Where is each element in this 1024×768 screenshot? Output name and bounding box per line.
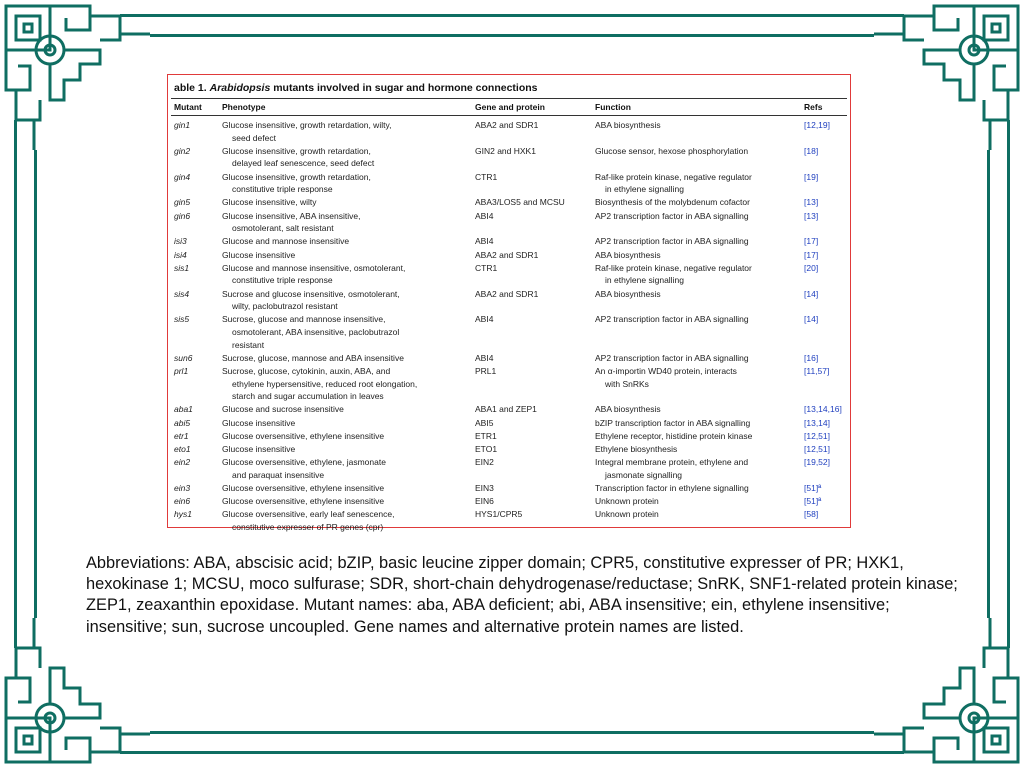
phenotype-line: Glucose insensitive, growth retardation, [222, 145, 371, 156]
function-line: Unknown protein [595, 496, 659, 507]
function-line: Integral membrane protein, ethylene and [595, 457, 749, 468]
gene-protein-cell: ABA2 and SDR1 [475, 120, 539, 130]
refs-cell: [51]ª [804, 483, 822, 493]
mutant-cell: aba1 [174, 404, 193, 415]
function-line: AP2 transcription factor in ABA signalling [595, 314, 749, 325]
phenotype-line: delayed leaf senescence, seed defect [232, 158, 375, 169]
phenotype-line: wilty, paclobutrazol resistant [232, 301, 338, 312]
function-cell [595, 495, 800, 508]
frame-top-inner-line [150, 34, 874, 37]
corner-ornament-top-right [874, 0, 1024, 150]
refs-cell: [17] [804, 236, 819, 247]
gene-protein-cell: ETO1 [475, 444, 498, 454]
phenotype-line: Glucose insensitive, growth retardation, wilty, [222, 120, 392, 130]
phenotype-cell [222, 313, 470, 351]
header-phenotype: Phenotype [222, 102, 266, 112]
phenotype-line: Glucose and mannose insensitive, osmotolerant, [222, 262, 406, 273]
phenotype-line: constitutive triple response [232, 275, 333, 286]
mutant-cell: gin4 [174, 171, 191, 182]
phenotype-line: Sucrose, glucose, mannose and ABA insensitive [222, 352, 404, 363]
frame-bottom-line [120, 751, 904, 754]
table-figure [167, 74, 851, 532]
header-function: Function [595, 102, 631, 112]
function-cell [595, 210, 800, 223]
header-refs: Refs [804, 102, 823, 112]
refs-cell: [20] [804, 262, 819, 273]
phenotype-cell [222, 145, 470, 170]
phenotype-cell [222, 495, 470, 508]
gene-protein-cell: ABA2 and SDR1 [475, 288, 539, 299]
table-caption: Abbreviations: ABA, abscisic acid; bZIP, basic leucine zipper domain; CPR5, constitutive expresser of PR; HXK1, hexokinase 1; MCSU, moco sulfurase; SDR, short-chain dehydrogenase/reductase; SnRK, SNF1-related protein kinase; ZEP1, zeaxanthin epoxidase. Mutant names: aba, ABA deficient; abi, ABA insensitive; ein, ethylene insensitive; insensitive; sun, sucrose uncoupled. Gene names and alternative protein names are listed. [86, 554, 958, 636]
gene-protein-cell: ABA1 and ZEP1 [475, 404, 537, 415]
function-line: in ethylene signalling [605, 275, 684, 286]
gene-protein-cell: ABI4 [475, 352, 494, 363]
refs-cell: [13,14,16] [804, 404, 842, 415]
gene-protein-cell: GIN2 and HXK1 [475, 145, 536, 156]
function-line: Biosynthesis of the molybdenum cofactor [595, 197, 750, 208]
frame-right-line [1007, 120, 1010, 648]
phenotype-line: Glucose insensitive, growth retardation, [222, 171, 371, 182]
function-line: ABA biosynthesis [595, 288, 661, 299]
mutant-cell: gin1 [174, 120, 191, 130]
function-line: AP2 transcription factor in ABA signalling [595, 352, 749, 363]
function-cell [595, 417, 800, 430]
gene-protein-cell: EIN6 [475, 496, 494, 507]
mutant-cell: etr1 [174, 430, 189, 441]
phenotype-line: and paraquat insensitive [232, 469, 325, 480]
gene-protein-cell: ABI4 [475, 314, 494, 325]
gene-protein-cell: ETR1 [475, 430, 497, 441]
phenotype-cell [222, 365, 470, 403]
refs-cell: [11,57] [804, 366, 830, 376]
function-line: ABA biosynthesis [595, 249, 661, 260]
gene-protein-cell: EIN2 [475, 457, 494, 468]
function-line: with SnRKs [605, 378, 649, 389]
mutant-cell: isi3 [174, 236, 187, 247]
function-cell [595, 443, 800, 456]
function-line: Ethylene receptor, histidine protein kinase [595, 430, 753, 441]
refs-cell: [16] [804, 352, 819, 363]
mutant-cell: gin5 [174, 197, 191, 208]
function-line: ABA biosynthesis [595, 120, 661, 130]
phenotype-cell [222, 430, 470, 443]
refs-cell: [58] [804, 509, 819, 520]
mutant-cell: gin6 [174, 210, 191, 221]
refs-cell: [51]ª [804, 496, 822, 507]
function-cell [595, 119, 800, 132]
function-cell [595, 262, 800, 287]
phenotype-line: constitutive triple response [232, 184, 333, 195]
header-gene-protein: Gene and protein [475, 102, 545, 112]
phenotype-line: osmotolerant, ABA insensitive, paclobutrazol [232, 326, 400, 337]
function-cell [595, 145, 800, 158]
frame-left-line [14, 120, 17, 648]
phenotype-cell [222, 119, 470, 144]
table-header-rule [171, 115, 847, 116]
phenotype-line: Glucose oversensitive, early leaf senescence, [222, 509, 395, 520]
phenotype-cell [222, 196, 470, 209]
refs-cell: [12,51] [804, 444, 830, 454]
phenotype-cell [222, 456, 470, 481]
phenotype-cell [222, 235, 470, 248]
phenotype-cell [222, 210, 470, 235]
phenotype-line: Glucose insensitive [222, 417, 296, 428]
refs-cell: [19] [804, 171, 819, 182]
function-line: bZIP transcription factor in ABA signalling [595, 417, 751, 428]
phenotype-line: constitutive expresser of PR genes (cpr) [232, 521, 384, 532]
frame-top-line [120, 14, 904, 17]
mutant-cell: prl1 [174, 366, 189, 376]
corner-ornament-bottom-right [874, 618, 1024, 768]
phenotype-line: resistant [232, 339, 265, 350]
phenotype-cell [222, 403, 470, 416]
table-title-suffix: mutants involved in sugar and hormone connections [270, 82, 538, 94]
phenotype-cell [222, 417, 470, 430]
function-cell [595, 288, 800, 301]
function-line: ABA biosynthesis [595, 404, 661, 415]
function-line: Raf-like protein kinase, negative regulator [595, 171, 752, 182]
table-top-rule [171, 98, 847, 99]
phenotype-line: Glucose oversensitive, ethylene, jasmonate [222, 457, 386, 468]
corner-ornament-top-left [0, 0, 150, 150]
table-title [174, 82, 538, 94]
phenotype-line: Sucrose, glucose and mannose insensitive, [222, 314, 386, 325]
function-cell [595, 313, 800, 326]
refs-cell: [19,52] [804, 457, 830, 468]
phenotype-cell [222, 249, 470, 262]
gene-protein-cell: CTR1 [475, 262, 498, 273]
phenotype-line: Glucose oversensitive, ethylene insensitive [222, 483, 385, 493]
refs-cell: [14] [804, 314, 819, 325]
function-line: An α-importin WD40 protein, interacts [595, 366, 737, 376]
gene-protein-cell: ABI4 [475, 210, 494, 221]
gene-protein-cell: ABA3/LOS5 and MCSU [475, 197, 565, 208]
refs-cell: [13] [804, 210, 819, 221]
phenotype-cell [222, 482, 470, 495]
function-line: AP2 transcription factor in ABA signalling [595, 210, 749, 221]
corner-ornament-bottom-left [0, 618, 150, 768]
gene-protein-cell: PRL1 [475, 366, 497, 376]
phenotype-line: Glucose and mannose insensitive [222, 236, 350, 247]
gene-protein-cell: HYS1/CPR5 [475, 509, 523, 520]
refs-cell: [13,14] [804, 417, 830, 428]
mutant-cell: hys1 [174, 509, 192, 520]
table-title-prefix: able 1. [174, 82, 210, 94]
mutant-cell: ein6 [174, 496, 191, 507]
table-title-italic: Arabidopsis [209, 82, 271, 94]
refs-cell: [14] [804, 288, 819, 299]
gene-protein-cell: ABA2 and SDR1 [475, 249, 539, 260]
gene-protein-cell: EIN3 [475, 483, 494, 493]
refs-cell: [17] [804, 249, 819, 260]
mutant-cell: ein2 [174, 457, 191, 468]
function-line: Unknown protein [595, 509, 659, 520]
gene-protein-cell: CTR1 [475, 171, 498, 182]
function-cell [595, 456, 800, 481]
gene-protein-cell: ABI5 [475, 417, 494, 428]
function-cell [595, 430, 800, 443]
function-line: in ethylene signalling [605, 184, 684, 195]
mutant-cell: abi5 [174, 417, 191, 428]
function-cell [595, 249, 800, 262]
function-cell [595, 171, 800, 196]
function-cell [595, 365, 800, 390]
frame-bottom-inner-line [150, 731, 874, 734]
refs-cell: [12,51] [804, 430, 830, 441]
mutant-cell: isi4 [174, 249, 187, 260]
function-line: jasmonate signalling [605, 469, 683, 480]
function-line: AP2 transcription factor in ABA signalling [595, 236, 749, 247]
function-cell [595, 508, 800, 521]
mutant-cell: sis4 [174, 288, 190, 299]
frame-left-inner-line [34, 150, 37, 618]
refs-cell: [18] [804, 145, 819, 156]
phenotype-cell [222, 262, 470, 287]
phenotype-line: ethylene hypersensitive, reduced root elongation, [232, 378, 418, 389]
refs-cell: [12,19] [804, 120, 830, 130]
phenotype-cell [222, 288, 470, 313]
mutant-cell: ein3 [174, 483, 191, 493]
phenotype-line: Sucrose, glucose, cytokinin, auxin, ABA, and [222, 366, 391, 376]
frame-right-inner-line [987, 150, 990, 618]
phenotype-line: Glucose oversensitive, ethylene insensitive [222, 430, 385, 441]
phenotype-cell [222, 443, 470, 456]
function-line: Glucose sensor, hexose phosphorylation [595, 145, 749, 156]
phenotype-line: Glucose insensitive, ABA insensitive, [222, 210, 361, 221]
phenotype-line: Glucose insensitive [222, 249, 296, 260]
phenotype-line: Glucose insensitive [222, 444, 296, 454]
function-line: Raf-like protein kinase, negative regulator [595, 262, 752, 273]
function-cell [595, 196, 800, 209]
phenotype-line: osmotolerant, salt resistant [232, 223, 334, 234]
phenotype-line: starch and sugar accumulation in leaves [232, 391, 384, 402]
phenotype-line: Glucose insensitive, wilty [222, 197, 317, 208]
phenotype-cell [222, 171, 470, 196]
function-cell [595, 235, 800, 248]
phenotype-line: Glucose and sucrose insensitive [222, 404, 344, 415]
function-cell [595, 482, 800, 495]
mutant-cell: sun6 [174, 352, 193, 363]
function-line: Ethylene biosynthesis [595, 444, 678, 454]
phenotype-line: Sucrose and glucose insensitive, osmotolerant, [222, 288, 400, 299]
phenotype-line: Glucose oversensitive, ethylene insensitive [222, 496, 385, 507]
phenotype-cell [222, 508, 470, 533]
mutant-cell: sis5 [174, 314, 190, 325]
phenotype-line: seed defect [232, 132, 276, 143]
refs-cell: [13] [804, 197, 819, 208]
function-line: Transcription factor in ethylene signalling [595, 483, 749, 493]
function-cell [595, 352, 800, 365]
header-mutant: Mutant [174, 102, 202, 112]
function-cell [595, 403, 800, 416]
mutant-cell: eto1 [174, 444, 191, 454]
gene-protein-cell: ABI4 [475, 236, 494, 247]
mutant-cell: sis1 [174, 262, 190, 273]
mutant-cell: gin2 [174, 145, 191, 156]
phenotype-cell [222, 352, 470, 365]
